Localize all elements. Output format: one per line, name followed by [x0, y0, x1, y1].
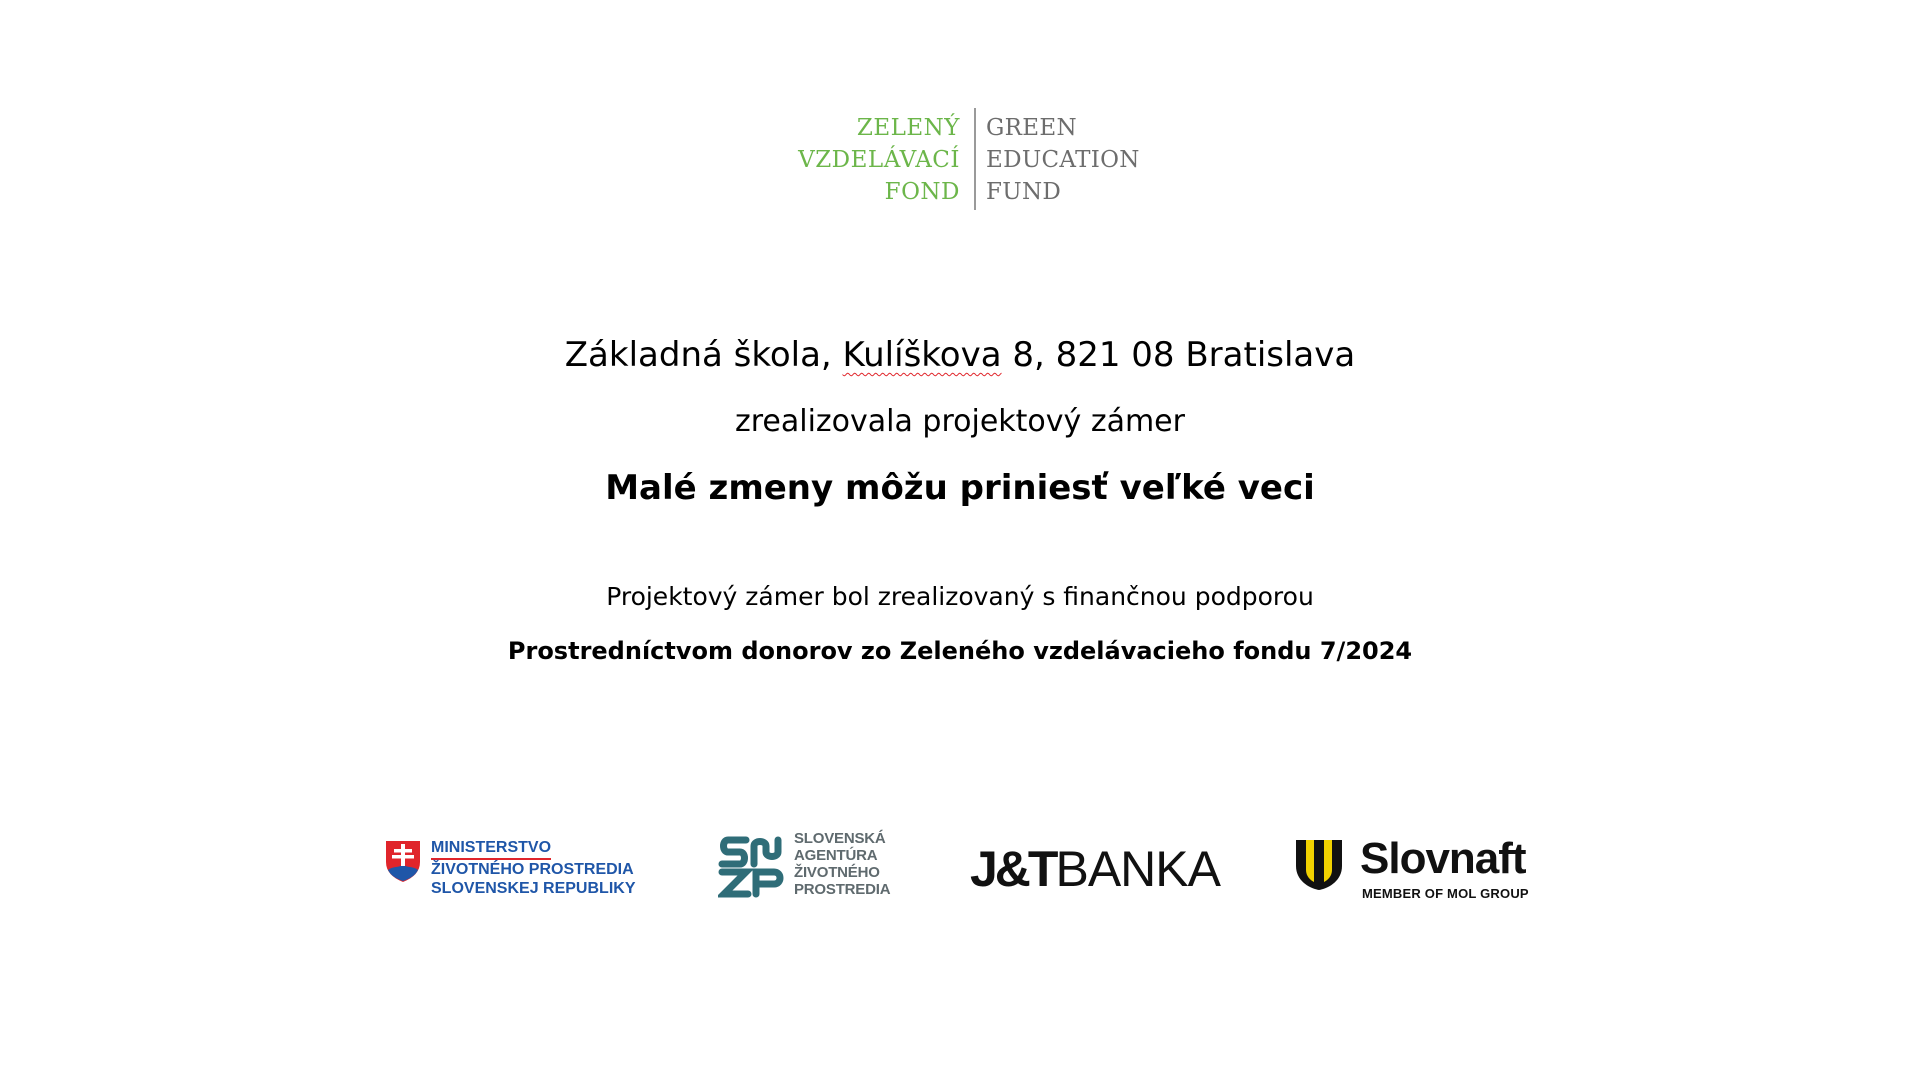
logo-right-line-1: GREEN	[986, 115, 1077, 141]
ministry-line-3: SLOVENSKEJ REPUBLIKY	[431, 880, 636, 897]
slovak-coat-of-arms-icon	[383, 838, 423, 884]
logo-english-text	[986, 112, 1140, 208]
slovnaft-logo	[1292, 836, 1552, 906]
ministry-line-1: MINISTERSTVO	[431, 838, 551, 860]
sazp-logo	[718, 828, 898, 908]
logo-right-line-2: EDUCATION	[986, 147, 1140, 173]
jt-banka-logo	[970, 842, 1220, 896]
school-suffix: 8, 821 08 Bratislava	[1001, 335, 1356, 375]
slovnaft-subtitle: MEMBER OF MOL GROUP	[1362, 886, 1529, 901]
support-text: Projektový zámer bol zrealizovaný s finančnou podporou	[606, 582, 1314, 611]
logo-divider	[974, 108, 976, 210]
green-education-fund-logo	[798, 108, 1140, 212]
ministry-text	[431, 838, 635, 898]
logo-left-line-3: FOND	[884, 179, 960, 205]
logo-slovak-text	[798, 112, 960, 208]
sazp-mark-icon	[718, 832, 788, 902]
realized-text: zrealizovala projektový zámer	[735, 404, 1185, 439]
donors-text: Prostredníctvom donorov zo Zeleného vzdelávacieho fondu 7/2024	[507, 637, 1413, 665]
sazp-line-3: ŽIVOTNÉHO	[794, 864, 880, 881]
sazp-line-4: PROSTREDIA	[794, 881, 891, 898]
logo-left-line-2: VZDELÁVACÍ	[798, 147, 960, 173]
logo-right-line-3: FUND	[986, 179, 1062, 205]
sazp-text	[794, 830, 890, 898]
ministry-logo	[383, 838, 643, 898]
sazp-line-1: SLOVENSKÁ	[794, 830, 886, 847]
jt-mark: J&T	[970, 841, 1056, 897]
school-street: Kulíškova	[842, 335, 1002, 375]
sazp-line-2: AGENTÚRA	[794, 847, 878, 864]
ministry-line-2: ŽIVOTNÉHO PROSTREDIA	[431, 861, 634, 878]
logo-left-line-1: ZELENÝ	[856, 115, 960, 141]
slovnaft-name: Slovnaft	[1360, 834, 1526, 883]
school-prefix: Základná škola,	[564, 335, 843, 375]
school-name	[0, 335, 1920, 375]
slovnaft-mark-icon	[1292, 836, 1346, 892]
project-title: Malé zmeny môžu priniesť veľké veci	[605, 468, 1315, 508]
jt-banka-word: BANKA	[1055, 841, 1220, 897]
